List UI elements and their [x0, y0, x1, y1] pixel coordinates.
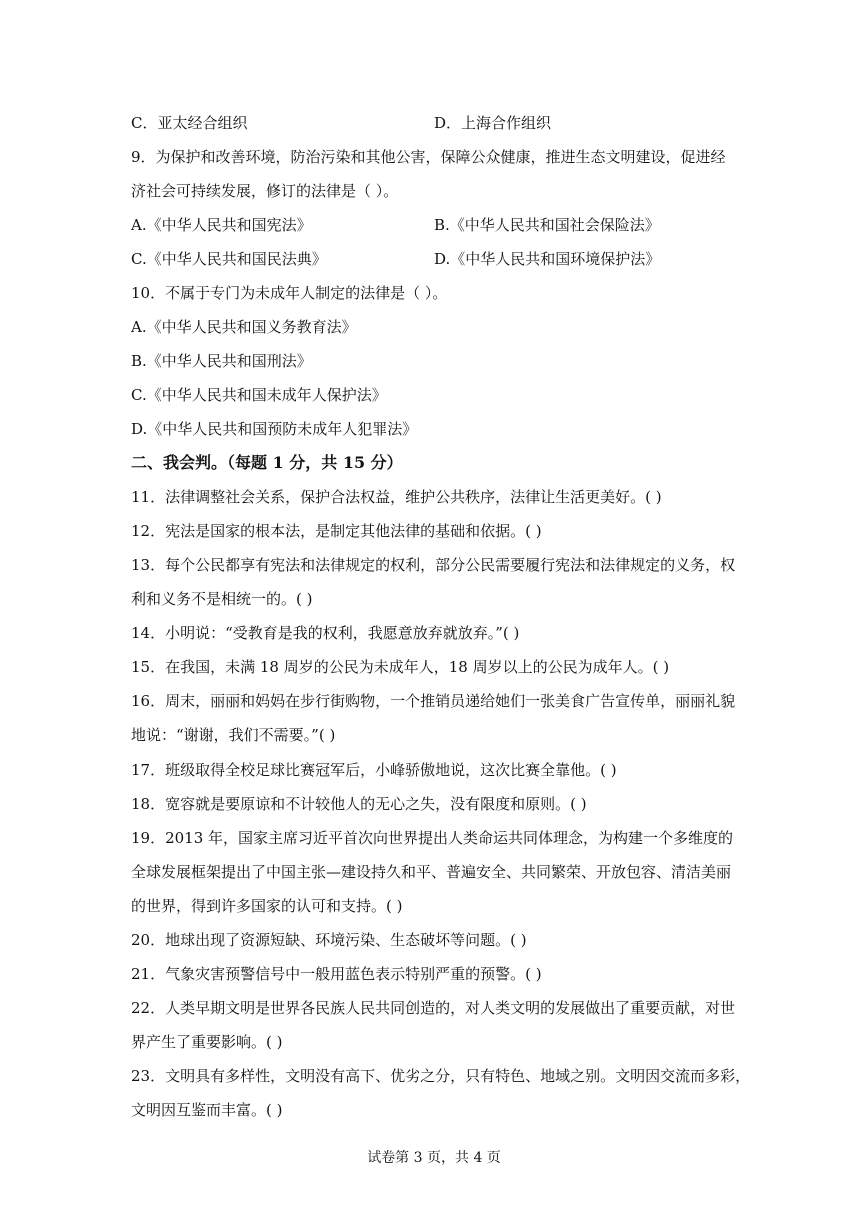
- q9-stem-line2: 济社会可持续发展，修订的法律是（ ）。: [131, 182, 399, 200]
- q23-line2: 文明因互鉴而丰富。( ): [131, 1101, 283, 1119]
- q10-option-d: D.《中华人民共和国预防未成年人犯罪法》: [131, 420, 418, 438]
- q19-line2: 全球发展框架提出了中国主张—建设持久和平、普遍安全、共同繁荣、开放包容、清洁美丽: [131, 863, 732, 881]
- q19-line3: 的世界，得到许多国家的认可和支持。( ): [131, 897, 403, 915]
- q23-line1: 23．文明具有多样性，文明没有高下、优劣之分，只有特色、地域之别。文明因交流而多彩，: [131, 1067, 751, 1085]
- q8-option-c: C．亚太经合组织: [131, 114, 248, 132]
- q9-option-a: A.《中华人民共和国宪法》: [131, 216, 312, 234]
- q15: 15．在我国，未满 18 周岁的公民为未成年人，18 周岁以上的公民为成年人。( ): [131, 658, 670, 676]
- q9-option-c: C.《中华人民共和国民法典》: [131, 250, 327, 268]
- section-heading: 二、我会判。（每题 1 分，共 15 分）: [131, 453, 403, 472]
- q16-line1: 16．周末，丽丽和妈妈在步行街购物，一个推销员递给她们一张美食广告宣传单，丽丽礼貌: [131, 692, 736, 710]
- page-footer: 试卷第 3 页，共 4 页: [367, 1150, 501, 1166]
- q20: 20．地球出现了资源短缺、环境污染、生态破坏等问题。( ): [131, 931, 527, 949]
- q9-option-b: B.《中华人民共和国社会保险法》: [434, 216, 660, 234]
- q10-option-c: C.《中华人民共和国未成年人保护法》: [131, 386, 387, 404]
- q11: 11．法律调整社会关系，保护合法权益，维护公共秩序，法律让生活更美好。( ): [131, 488, 662, 506]
- q21: 21．气象灾害预警信号中一般用蓝色表示特别严重的预警。( ): [131, 965, 542, 983]
- q8-option-d: D．上海合作组织: [434, 114, 552, 132]
- q10-stem: 10．不属于专门为未成年人制定的法律是（ ）。: [131, 284, 448, 302]
- q18: 18．宽容就是要原谅和不计较他人的无心之失，没有限度和原则。( ): [131, 795, 587, 813]
- q10-option-a: A.《中华人民共和国义务教育法》: [131, 318, 357, 336]
- q19-line1: 19．2013 年，国家主席习近平首次向世界提出人类命运共同体理念，为构建一个多维度的: [131, 829, 734, 847]
- q9-stem-line1: 9．为保护和改善环境，防治污染和其他公害，保障公众健康，推进生态文明建设，促进经: [131, 148, 726, 166]
- q13-line1: 13．每个公民都享有宪法和法律规定的权利，部分公民需要履行宪法和法律规定的义务，权: [131, 556, 736, 574]
- q22-line2: 界产生了重要影响。( ): [131, 1033, 283, 1051]
- q22-line1: 22．人类早期文明是世界各民族人民共同创造的，对人类文明的发展做出了重要贡献，对世: [131, 999, 736, 1017]
- q10-option-b: B.《中华人民共和国刑法》: [131, 352, 312, 370]
- q12: 12．宪法是国家的根本法，是制定其他法律的基础和依据。( ): [131, 522, 542, 540]
- q14: 14．小明说：“受教育是我的权利，我愿意放弃就放弃。”( ): [131, 624, 520, 642]
- q9-option-d: D.《中华人民共和国环境保护法》: [434, 250, 661, 268]
- q17: 17．班级取得全校足球比赛冠军后，小峰骄傲地说，这次比赛全靠他。( ): [131, 761, 617, 779]
- q16-line2: 地说：“谢谢，我们不需要。”( ): [131, 726, 336, 744]
- q13-line2: 利和义务不是相统一的。( ): [131, 590, 313, 608]
